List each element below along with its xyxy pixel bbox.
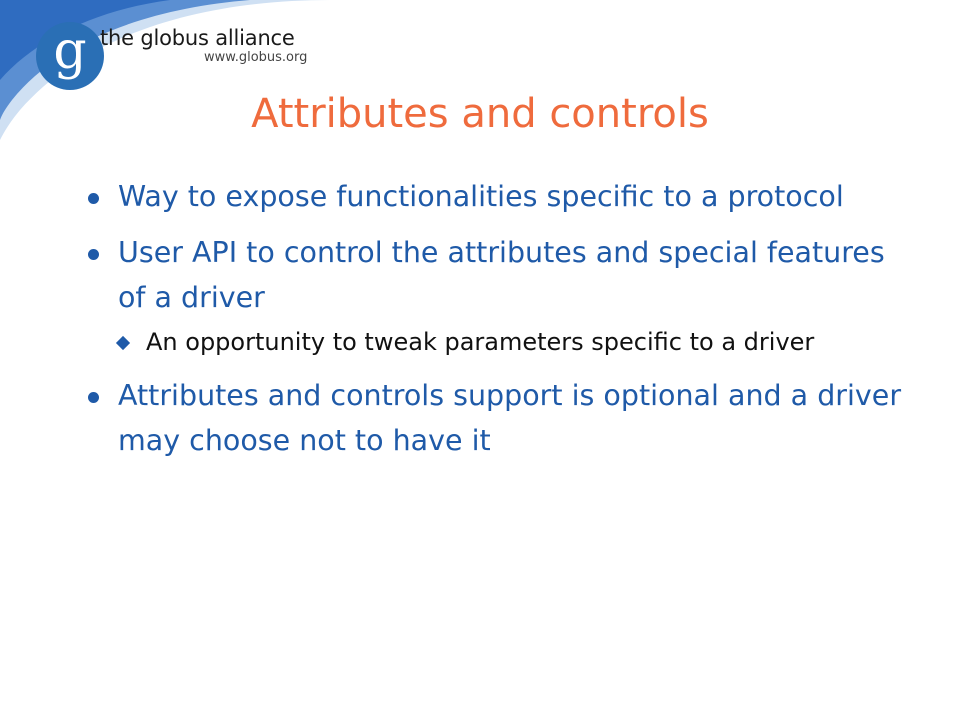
slide-title: Attributes and controls (251, 91, 709, 137)
logo-letter: g (53, 21, 87, 81)
bullet-list (88, 174, 908, 474)
diamond-bullet-icon (116, 336, 130, 350)
bullet-text: Way to expose functionalities specific to a protocol (118, 180, 844, 213)
sub-bullet-item (118, 323, 908, 362)
sub-bullet-list (118, 323, 908, 362)
bullet-text: User API to control the attributes and special features of a driver (118, 236, 885, 314)
bullet-item (88, 174, 908, 219)
bullet-item (88, 373, 908, 463)
bullet-dot-icon (88, 249, 99, 260)
bullet-item (88, 230, 908, 362)
bullet-dot-icon (88, 193, 99, 204)
logo-url: www.globus.org (204, 50, 308, 65)
bullet-text: Attributes and controls support is optional and a driver may choose not to have it (118, 379, 902, 457)
bullet-dot-icon (88, 392, 99, 403)
sub-bullet-text: An opportunity to tweak parameters specific to a driver (146, 328, 815, 356)
logo-org-name: the globus alliance (100, 26, 295, 50)
